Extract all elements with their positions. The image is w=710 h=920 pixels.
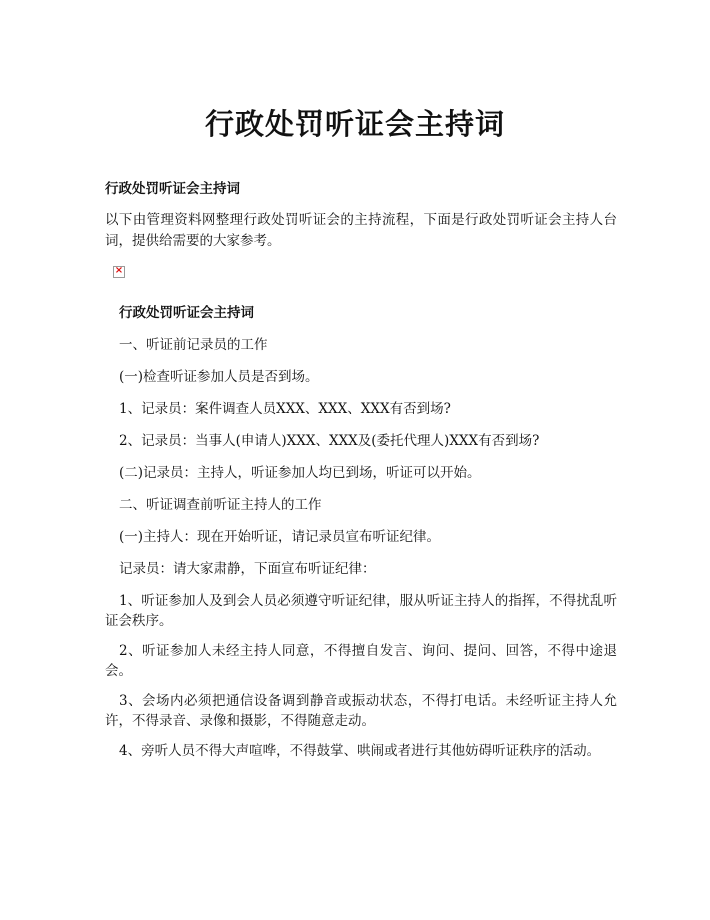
document-title: 行政处罚听证会主持词 <box>204 107 505 141</box>
paragraph: (一)检查听证参加人员是否到场。 <box>119 369 319 385</box>
paragraph: 1、听证参加人及到会人员必须遵守听证纪律，服从听证主持人的指挥，不得扰乱听证会秩序。 <box>105 593 617 629</box>
paragraph: 一、听证前记录员的工作 <box>119 337 268 353</box>
paragraph: 2、记录员：当事人(申请人)XXX、XXX及(委托代理人)XXX有否到场? <box>119 433 540 449</box>
document-subtitle: 行政处罚听证会主持词 <box>105 181 240 197</box>
paragraph: 3、会场内必须把通信设备调到静音或振动状态，不得打电话。未经听证主持人允许，不得录音、录像和摄影，不得随意走动。 <box>105 693 617 729</box>
paragraph: 记录员：请大家肃静，下面宣布听证纪律： <box>119 561 376 577</box>
paragraph: 二、听证调查前听证主持人的工作 <box>119 497 322 513</box>
paragraph: (二)记录员：主持人，听证参加人均已到场，听证可以开始。 <box>119 465 481 481</box>
paragraph: 1、记录员：案件调查人员XXX、XXX、XXX有否到场? <box>119 401 451 417</box>
paragraph: 4、旁听人员不得大声喧哗，不得鼓掌、哄闹或者进行其他妨碍听证秩序的活动。 <box>119 743 601 759</box>
intro-paragraph: 以下由管理资料网整理行政处罚听证会的主持流程，下面是行政处罚听证会主持人台词，提供给需要的大家参考。 <box>105 212 617 249</box>
paragraph: 2、听证参加人未经主持人同意，不得擅自发言、询问、提问、回答，不得中途退会。 <box>105 643 617 679</box>
paragraph: (一)主持人：现在开始听证，请记录员宣布听证纪律。 <box>119 529 441 545</box>
section-title: 行政处罚听证会主持词 <box>119 305 254 321</box>
broken-image-icon: × <box>114 265 124 276</box>
